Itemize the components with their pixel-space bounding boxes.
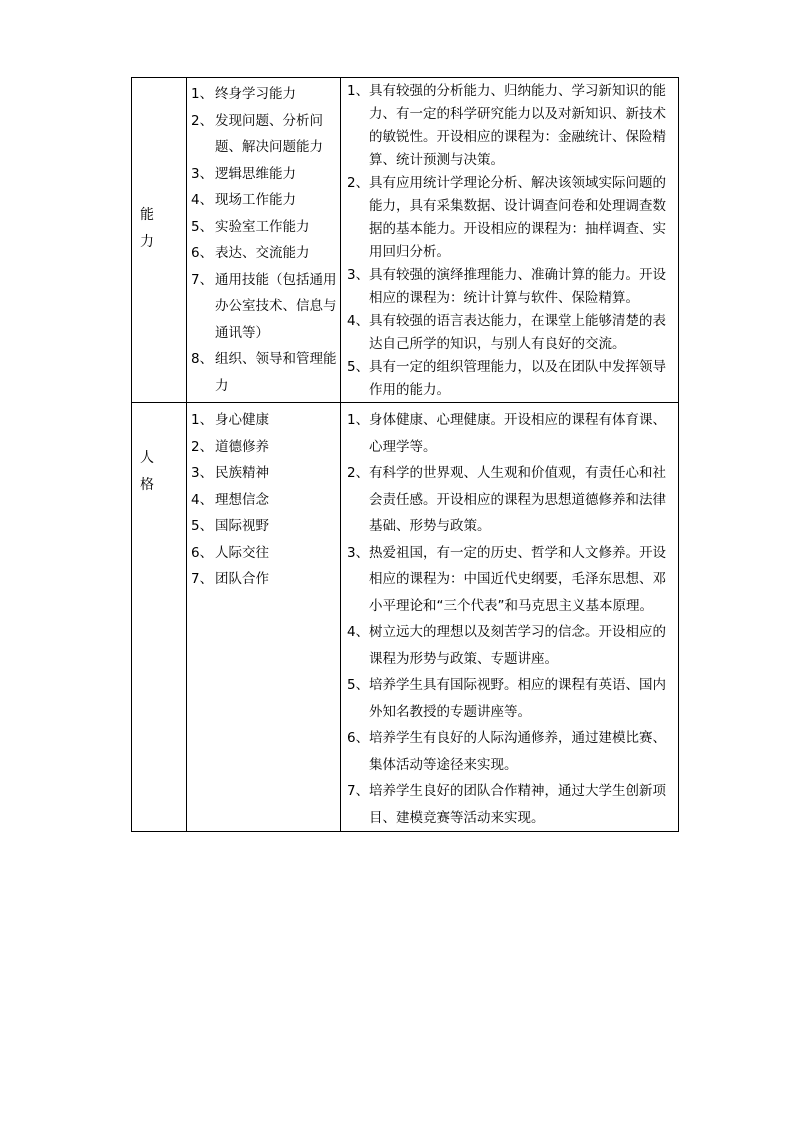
- list-item: 3、 逻辑思维能力: [191, 165, 296, 182]
- list-item: 2、 发现问题、分析问题、解决问题能力: [191, 112, 323, 155]
- list-item: 7、 培养学生良好的团队合作精神，通过大学生创新项目、建模竞赛等活动来实现。: [347, 783, 666, 826]
- list-item: 6、 培养学生有良好的人际沟通修养，通过建模比赛、集体活动等途径来实现。: [347, 730, 666, 773]
- ability-label: 能 力: [140, 207, 154, 250]
- ability-label-cell: [132, 78, 187, 403]
- list-item: 7、 通用技能（包括通用办公室技术、信息与通讯等）: [191, 271, 337, 341]
- ability-detail-list: [341, 78, 678, 402]
- personality-detail-list: [341, 403, 678, 831]
- ability-details-cell: [341, 78, 679, 403]
- list-item: 5、 实验室工作能力: [191, 218, 310, 235]
- list-item: 6、 人际交往: [191, 544, 269, 561]
- personality-label: 人 格: [140, 450, 154, 493]
- list-item: 8、 组织、领导和管理能力: [191, 351, 337, 394]
- list-item: 1、 终身学习能力: [191, 86, 296, 102]
- list-item: 5、 国际视野: [191, 518, 269, 534]
- list-item: 5、 具有一定的组织管理能力，以及在团队中发挥领导作用的能力。: [347, 359, 666, 398]
- list-item: 2、 道德修养: [191, 438, 269, 455]
- list-item: 4、 具有较强的语言表达能力，在课堂上能够清楚的表达自己所学的知识，与别人有良好的交流。: [347, 313, 666, 352]
- personality-row: [132, 403, 679, 832]
- list-item: 7、 团队合作: [191, 571, 269, 587]
- curriculum-table: [131, 77, 679, 832]
- list-item: 1、 具有较强的分析能力、归纳能力、学习新知识的能力、有一定的科学研究能力以及对新知识、新技术的敏锐性。开设相应的课程为：金融统计、保险精算、统计预测与决策。: [347, 83, 666, 168]
- list-item: 2、 具有应用统计学理论分析、解决该领域实际问题的能力，具有采集数据、设计调查问卷和处理调查数据的基本能力。开设相应的课程为：抽样调查、实用回归分析。: [347, 175, 666, 260]
- personality-traits-cell: [187, 403, 341, 832]
- list-item: 3、 民族精神: [191, 465, 269, 481]
- list-item: 3、 具有较强的演绎推理能力、准确计算的能力。开设相应的课程为：统计计算与软件、保险精算。: [347, 267, 666, 306]
- ability-skill-list: [187, 78, 340, 399]
- ability-row: [132, 78, 679, 403]
- list-item: 1、 身体健康、心理健康。开设相应的课程有体育课、心理学等。: [347, 412, 666, 455]
- personality-trait-list: [187, 403, 340, 593]
- list-item: 3、 热爱祖国，有一定的历史、哲学和人文修养。开设相应的课程为：中国近代史纲要，毛泽东思想、邓小平理论和“三个代表”和马克思主义基本原理。: [347, 544, 666, 614]
- list-item: 5、 培养学生具有国际视野。相应的课程有英语、国内外知名教授的专题讲座等。: [347, 677, 666, 720]
- personality-label-cell: [132, 403, 187, 832]
- personality-details-cell: [341, 403, 679, 832]
- list-item: 2、 有科学的世界观、人生观和价值观，有责任心和社会责任感。开设相应的课程为思想道德修养和法律基础、形势与政策。: [347, 465, 666, 534]
- list-item: 4、 树立远大的理想以及刻苦学习的信念。开设相应的课程为形势与政策、专题讲座。: [347, 624, 666, 667]
- list-item: 1、 身心健康: [191, 412, 269, 428]
- list-item: 4、 现场工作能力: [191, 192, 296, 208]
- list-item: 4、 理想信念: [191, 491, 269, 508]
- list-item: 6、 表达、交流能力: [191, 245, 310, 261]
- ability-skills-cell: [187, 78, 341, 403]
